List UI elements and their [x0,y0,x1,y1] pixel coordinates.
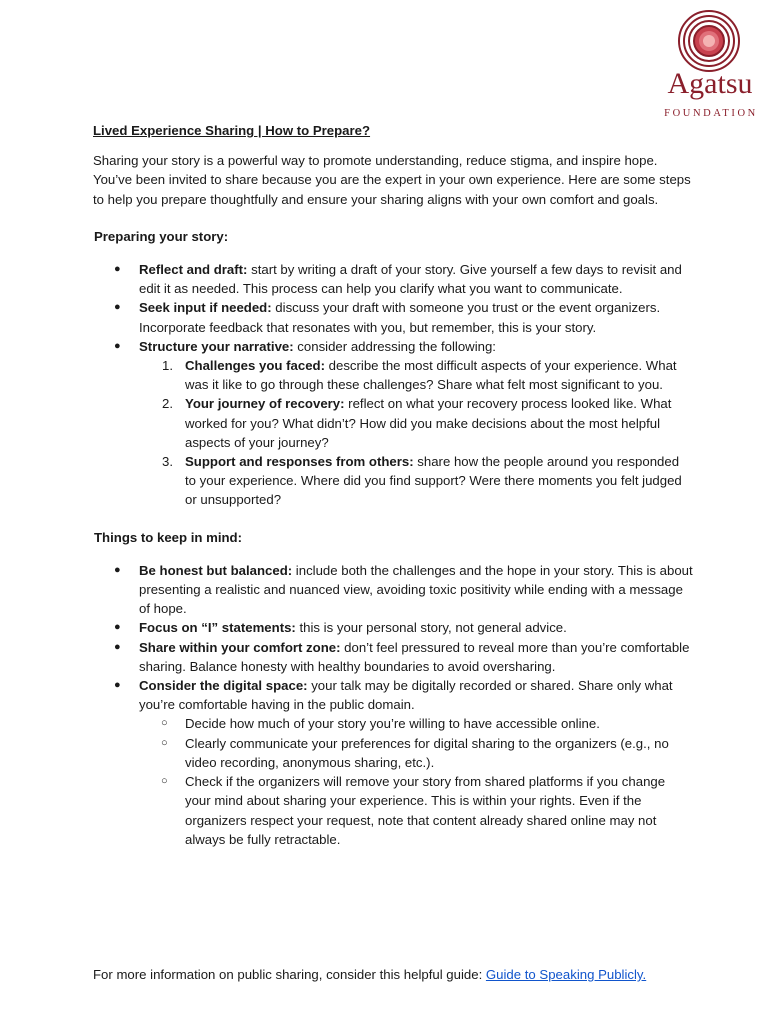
list-item [93,676,693,849]
section-heading-preparing: Preparing your story: [94,228,229,244]
sub-list-item: ○ Check if the organizers will remove your story from shared platforms if you change your mind about sharing your experience. This is within your rights. Even if the organizers respect your request, note that content already shared online may not always be fully retractable. [139,772,693,849]
item-label: Focus on “I” statements: [139,620,296,636]
list-item [93,561,693,619]
section-heading-keep-in-mind: Things to keep in mind: [94,529,242,545]
intro-paragraph: Sharing your story is a powerful way to promote understanding, reduce stigma, and inspire hope. You’ve been invited to share because you are the expert in your own experience. Here are some steps to help you prepare thoughtfully and ensure your sharing aligns with your own comfort and goals. [93,153,691,207]
item-text: reflect on what your recovery process looked like. What worked for you? What didn’t? How did you make decisions about the most helpful aspects of your journey? [185,396,672,450]
foundation-logo [656,10,766,119]
list-item [93,618,693,637]
item-label: Structure your narrative: [139,338,294,354]
item-text: include both the challenges and the hope in your story. This is about presenting a realistic and nuanced view, avoiding toxic positivity while ending with a message of hope. [139,562,693,617]
spiral-logo-icon [676,10,742,72]
sub-list-item [139,452,693,510]
item-label: Consider the digital space: [139,678,308,694]
item-number: 1. [162,358,173,374]
narrative-sub-list [139,356,693,510]
list-item [93,298,693,336]
item-text: discuss your draft with someone you trust or the event organizers. Incorporate feedback that resonates with you, but remember, this is your story. [139,300,661,335]
item-text: start by writing a draft of your story. Give yourself a few days to revisit and edit it as needed. This process can help you clarify what you want to communicate. [139,262,682,297]
sub-list-item: ○ Decide how much of your story you’re willing to have accessible online. [139,714,693,733]
list-item [93,260,693,298]
footer-text: For more information on public sharing, consider this helpful guide: [93,967,486,982]
item-label: Share within your comfort zone: [139,639,341,655]
item-label: Challenges you faced: [185,358,325,374]
list-item [93,638,693,676]
item-text: share how the people around you responded to your experience. Where did you find support? Were there moments you felt judged or unsupported? [185,454,682,508]
item-text: don’t feel pressured to reveal more than you’re comfortable sharing. Balance honesty with healthy boundaries to avoid oversharing. [139,639,690,674]
item-label: Be honest but balanced: [139,562,293,578]
item-text: describe the most difficult aspects of your experience. What was it like to go through these challenges? Share what felt most significant to you. [185,358,677,393]
sub-list-item [139,356,693,394]
logo-name: Agatsu [667,67,753,100]
item-label: Your journey of recovery: [185,396,345,412]
item-text: consider addressing the following: [293,338,496,354]
item-label: Support and responses from others: [185,454,414,470]
sub-list-item [139,394,693,452]
item-text: this is your personal story, not general advice. [295,620,567,636]
logo-subtitle: FOUNDATION [664,108,758,119]
item-text: your talk may be digitally recorded or shared. Share only what you’re comfortable having in the public domain. [139,678,673,713]
guide-link[interactable]: Guide to Speaking Publicly. [485,967,647,982]
item-number: 3. [162,454,173,470]
digital-space-sub-list [139,714,693,848]
document-body [93,121,693,849]
page-title: Lived Experience Sharing | How to Prepare? [93,123,371,138]
list-item [93,337,693,510]
item-number: 2. [162,396,173,412]
item-label: Reflect and draft: [139,262,248,278]
sub-list-item: ○ Clearly communicate your preferences for digital sharing to the organizers (e.g., no video recording, anonymous sharing, etc.). [139,734,693,772]
preparing-list [93,260,693,510]
keep-in-mind-list [93,561,693,849]
footer-note [93,965,733,984]
item-label: Seek input if needed: [139,300,272,316]
